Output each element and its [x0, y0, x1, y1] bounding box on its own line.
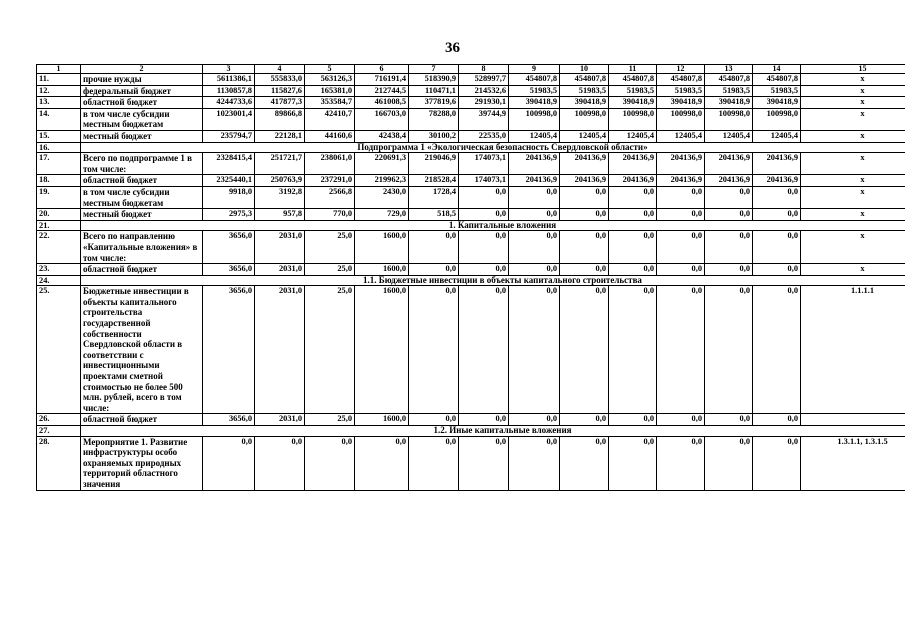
value-cell: 0,0: [560, 186, 609, 208]
value-cell: 0,0: [705, 231, 753, 264]
table-row: [37, 175, 905, 187]
row-number: 23.: [37, 264, 81, 276]
section-row: [37, 275, 905, 286]
value-cell: 390418,9: [705, 97, 753, 109]
row-number: 20.: [37, 209, 81, 221]
target-cell: х: [801, 130, 905, 142]
value-cell: 0,0: [753, 286, 801, 414]
value-cell: 555833,0: [255, 74, 305, 86]
value-cell: 454807,8: [705, 74, 753, 86]
value-cell: 0,0: [657, 231, 705, 264]
value-cell: 0,0: [609, 264, 657, 276]
value-cell: 0,0: [753, 264, 801, 276]
section-row: [37, 220, 905, 231]
value-cell: 25,0: [305, 286, 355, 414]
table-row: [37, 108, 905, 130]
value-cell: 2430,0: [355, 186, 409, 208]
value-cell: 0,0: [609, 286, 657, 414]
value-cell: 2031,0: [255, 231, 305, 264]
value-cell: 174073,1: [459, 175, 509, 187]
value-cell: 1023001,4: [203, 108, 255, 130]
value-cell: 0,0: [753, 231, 801, 264]
value-cell: 0,0: [409, 436, 459, 490]
value-cell: 0,0: [705, 414, 753, 426]
value-cell: 110471,1: [409, 85, 459, 97]
column-number: 6: [355, 65, 409, 74]
row-name: местный бюджет: [81, 209, 203, 221]
value-cell: 1130857,8: [203, 85, 255, 97]
table-row: [37, 85, 905, 97]
value-cell: 51983,5: [609, 85, 657, 97]
value-cell: 219962,3: [355, 175, 409, 187]
table-row: [37, 153, 905, 175]
value-cell: 12405,4: [753, 130, 801, 142]
value-cell: 2566,8: [305, 186, 355, 208]
value-cell: 0,0: [705, 286, 753, 414]
row-number: 26.: [37, 414, 81, 426]
value-cell: 0,0: [459, 414, 509, 426]
value-cell: 100998,0: [560, 108, 609, 130]
column-number: 13: [705, 65, 753, 74]
value-cell: 3656,0: [203, 414, 255, 426]
table-row: [37, 74, 905, 86]
row-number: 21.: [37, 220, 81, 231]
value-cell: 204136,9: [705, 153, 753, 175]
row-name: областной бюджет: [81, 97, 203, 109]
value-cell: 0,0: [705, 436, 753, 490]
value-cell: 0,0: [255, 436, 305, 490]
value-cell: 1600,0: [355, 231, 409, 264]
target-cell: х: [801, 186, 905, 208]
value-cell: 417877,3: [255, 97, 305, 109]
value-cell: 3656,0: [203, 264, 255, 276]
value-cell: 115827,6: [255, 85, 305, 97]
value-cell: 89866,8: [255, 108, 305, 130]
row-name: Бюджетные инвестиции в объекты капитального строительства государственной собственности Свердловской области в соответствии с инвестиционными проектами сметной стоимостью не более 500 млн. рублей, всего в том числе:: [81, 286, 203, 414]
value-cell: 235794,7: [203, 130, 255, 142]
value-cell: 2975,3: [203, 209, 255, 221]
value-cell: 0,0: [355, 436, 409, 490]
column-number: 11: [609, 65, 657, 74]
value-cell: 1600,0: [355, 414, 409, 426]
value-cell: 12405,4: [609, 130, 657, 142]
column-number: 1: [37, 65, 81, 74]
value-cell: 0,0: [657, 209, 705, 221]
value-cell: 0,0: [560, 209, 609, 221]
value-cell: 204136,9: [657, 175, 705, 187]
table-row: [37, 264, 905, 276]
value-cell: 212744,5: [355, 85, 409, 97]
row-name: местный бюджет: [81, 130, 203, 142]
target-cell: х: [801, 97, 905, 109]
value-cell: 454807,8: [609, 74, 657, 86]
value-cell: 454807,8: [657, 74, 705, 86]
value-cell: 563126,3: [305, 74, 355, 86]
target-cell: [801, 414, 905, 426]
value-cell: 0,0: [509, 414, 560, 426]
column-number: 12: [657, 65, 705, 74]
value-cell: 353584,7: [305, 97, 355, 109]
row-name: Всего по подпрограмме 1 в том числе:: [81, 153, 203, 175]
value-cell: 51983,5: [509, 85, 560, 97]
value-cell: 0,0: [203, 436, 255, 490]
value-cell: 390418,9: [609, 97, 657, 109]
value-cell: 25,0: [305, 414, 355, 426]
target-cell: х: [801, 85, 905, 97]
value-cell: 44160,6: [305, 130, 355, 142]
value-cell: 0,0: [409, 264, 459, 276]
row-number: 14.: [37, 108, 81, 130]
target-cell: 1.1.1.1: [801, 286, 905, 414]
column-number: 5: [305, 65, 355, 74]
value-cell: 729,0: [355, 209, 409, 221]
value-cell: 2328415,4: [203, 153, 255, 175]
row-name: Всего по направлению «Капитальные вложения» в том числе:: [81, 231, 203, 264]
value-cell: 0,0: [409, 286, 459, 414]
value-cell: 390418,9: [560, 97, 609, 109]
value-cell: 0,0: [409, 231, 459, 264]
target-cell: х: [801, 264, 905, 276]
row-name: федеральный бюджет: [81, 85, 203, 97]
value-cell: 204136,9: [609, 175, 657, 187]
table-row: [37, 414, 905, 426]
value-cell: 377819,6: [409, 97, 459, 109]
row-name: Мероприятие 1. Развитие инфраструктуры особо охраняемых природных территорий областного значения: [81, 436, 203, 490]
value-cell: 0,0: [753, 186, 801, 208]
value-cell: 100998,0: [705, 108, 753, 130]
value-cell: 218528,4: [409, 175, 459, 187]
value-cell: 0,0: [560, 414, 609, 426]
row-name: прочие нужды: [81, 74, 203, 86]
column-number: 8: [459, 65, 509, 74]
value-cell: 0,0: [753, 209, 801, 221]
value-cell: 0,0: [459, 436, 509, 490]
value-cell: 518,5: [409, 209, 459, 221]
target-cell: х: [801, 153, 905, 175]
value-cell: 0,0: [609, 186, 657, 208]
value-cell: 0,0: [560, 286, 609, 414]
value-cell: 12405,4: [657, 130, 705, 142]
value-cell: 0,0: [657, 436, 705, 490]
row-number: 19.: [37, 186, 81, 208]
value-cell: 0,0: [459, 264, 509, 276]
value-cell: 0,0: [657, 264, 705, 276]
value-cell: 220691,3: [355, 153, 409, 175]
value-cell: 42410,7: [305, 108, 355, 130]
value-cell: 1600,0: [355, 286, 409, 414]
target-cell: х: [801, 231, 905, 264]
value-cell: 390418,9: [657, 97, 705, 109]
row-number: 13.: [37, 97, 81, 109]
value-cell: 51983,5: [560, 85, 609, 97]
section-title: 1.1. Бюджетные инвестиции в объекты капитального строительства: [81, 275, 905, 286]
value-cell: 0,0: [560, 231, 609, 264]
row-number: 18.: [37, 175, 81, 187]
value-cell: 204136,9: [657, 153, 705, 175]
column-number: 2: [81, 65, 203, 74]
row-number: 27.: [37, 426, 81, 437]
value-cell: 204136,9: [705, 175, 753, 187]
value-cell: 0,0: [609, 231, 657, 264]
target-cell: 1.3.1.1, 1.3.1.5: [801, 436, 905, 490]
value-cell: 204136,9: [753, 175, 801, 187]
target-cell: х: [801, 108, 905, 130]
value-cell: 0,0: [459, 286, 509, 414]
column-number: 9: [509, 65, 560, 74]
value-cell: 3656,0: [203, 286, 255, 414]
value-cell: 0,0: [657, 186, 705, 208]
value-cell: 42438,4: [355, 130, 409, 142]
column-number: 4: [255, 65, 305, 74]
value-cell: 0,0: [657, 414, 705, 426]
value-cell: 100998,0: [609, 108, 657, 130]
value-cell: 251721,7: [255, 153, 305, 175]
value-cell: 214532,6: [459, 85, 509, 97]
value-cell: 3192,8: [255, 186, 305, 208]
value-cell: 39744,9: [459, 108, 509, 130]
value-cell: 0,0: [509, 209, 560, 221]
value-cell: 0,0: [609, 209, 657, 221]
value-cell: 204136,9: [560, 175, 609, 187]
row-name: областной бюджет: [81, 414, 203, 426]
value-cell: 0,0: [409, 414, 459, 426]
value-cell: 518390,9: [409, 74, 459, 86]
value-cell: 0,0: [753, 414, 801, 426]
value-cell: 0,0: [509, 231, 560, 264]
value-cell: 12405,4: [705, 130, 753, 142]
value-cell: 957,8: [255, 209, 305, 221]
column-number: 3: [203, 65, 255, 74]
value-cell: 0,0: [560, 264, 609, 276]
value-cell: 454807,8: [509, 74, 560, 86]
value-cell: 51983,5: [705, 85, 753, 97]
value-cell: 22535,0: [459, 130, 509, 142]
value-cell: 0,0: [657, 286, 705, 414]
value-cell: 4244733,6: [203, 97, 255, 109]
column-number-row: [37, 65, 905, 74]
value-cell: 461008,5: [355, 97, 409, 109]
page-number: 36: [445, 40, 460, 56]
value-cell: 51983,5: [657, 85, 705, 97]
value-cell: 174073,1: [459, 153, 509, 175]
section-title: 1.2. Иные капитальные вложения: [81, 426, 905, 437]
row-name: областной бюджет: [81, 175, 203, 187]
table-row: [37, 231, 905, 264]
value-cell: 204136,9: [509, 153, 560, 175]
value-cell: 12405,4: [560, 130, 609, 142]
value-cell: 2031,0: [255, 286, 305, 414]
section-row: [37, 426, 905, 437]
value-cell: 2031,0: [255, 264, 305, 276]
value-cell: 0,0: [609, 436, 657, 490]
section-row: [37, 142, 905, 153]
value-cell: 390418,9: [509, 97, 560, 109]
section-title: 1. Капитальные вложения: [81, 220, 905, 231]
row-number: 25.: [37, 286, 81, 414]
value-cell: 165381,0: [305, 85, 355, 97]
value-cell: 0,0: [753, 436, 801, 490]
table-row: [37, 436, 905, 490]
value-cell: 100998,0: [509, 108, 560, 130]
row-name: в том числе субсидии местным бюджетам: [81, 108, 203, 130]
value-cell: 390418,9: [753, 97, 801, 109]
column-number: 15: [801, 65, 905, 74]
value-cell: 0,0: [509, 286, 560, 414]
value-cell: 0,0: [609, 414, 657, 426]
value-cell: 25,0: [305, 264, 355, 276]
table-row: [37, 97, 905, 109]
value-cell: 528997,7: [459, 74, 509, 86]
value-cell: 0,0: [705, 186, 753, 208]
value-cell: 3656,0: [203, 231, 255, 264]
value-cell: 100998,0: [753, 108, 801, 130]
value-cell: 0,0: [459, 209, 509, 221]
value-cell: 51983,5: [753, 85, 801, 97]
value-cell: 2031,0: [255, 414, 305, 426]
target-cell: х: [801, 74, 905, 86]
value-cell: 0,0: [560, 436, 609, 490]
value-cell: 22128,1: [255, 130, 305, 142]
value-cell: 204136,9: [609, 153, 657, 175]
value-cell: 2325440,1: [203, 175, 255, 187]
value-cell: 454807,8: [560, 74, 609, 86]
value-cell: 291930,1: [459, 97, 509, 109]
value-cell: 0,0: [705, 264, 753, 276]
value-cell: 204136,9: [560, 153, 609, 175]
row-number: 15.: [37, 130, 81, 142]
row-number: 16.: [37, 142, 81, 153]
value-cell: 237291,0: [305, 175, 355, 187]
column-number: 14: [753, 65, 801, 74]
section-title: Подпрограмма 1 «Экологическая безопасность Свердловской области»: [81, 142, 905, 153]
table-row: [37, 209, 905, 221]
value-cell: 100998,0: [657, 108, 705, 130]
value-cell: 0,0: [305, 436, 355, 490]
value-cell: 0,0: [509, 264, 560, 276]
row-number: 12.: [37, 85, 81, 97]
row-name: областной бюджет: [81, 264, 203, 276]
value-cell: 5611386,1: [203, 74, 255, 86]
column-number: 10: [560, 65, 609, 74]
value-cell: 0,0: [509, 186, 560, 208]
value-cell: 9918,0: [203, 186, 255, 208]
row-number: 22.: [37, 231, 81, 264]
value-cell: 0,0: [705, 209, 753, 221]
table-row: [37, 286, 905, 414]
value-cell: 30100,2: [409, 130, 459, 142]
row-number: 11.: [37, 74, 81, 86]
column-number: 7: [409, 65, 459, 74]
budget-table: [36, 64, 905, 491]
value-cell: 25,0: [305, 231, 355, 264]
value-cell: 166703,0: [355, 108, 409, 130]
value-cell: 238061,0: [305, 153, 355, 175]
value-cell: 204136,9: [753, 153, 801, 175]
value-cell: 716191,4: [355, 74, 409, 86]
table-row: [37, 130, 905, 142]
value-cell: 1600,0: [355, 264, 409, 276]
target-cell: х: [801, 175, 905, 187]
value-cell: 454807,8: [753, 74, 801, 86]
value-cell: 12405,4: [509, 130, 560, 142]
row-name: в том числе субсидии местным бюджетам: [81, 186, 203, 208]
value-cell: 250763,9: [255, 175, 305, 187]
value-cell: 0,0: [459, 231, 509, 264]
row-number: 24.: [37, 275, 81, 286]
value-cell: 78288,0: [409, 108, 459, 130]
value-cell: 219046,9: [409, 153, 459, 175]
value-cell: 204136,9: [509, 175, 560, 187]
value-cell: 1728,4: [409, 186, 459, 208]
table-row: [37, 186, 905, 208]
row-number: 17.: [37, 153, 81, 175]
value-cell: 0,0: [509, 436, 560, 490]
value-cell: 0,0: [459, 186, 509, 208]
row-number: 28.: [37, 436, 81, 490]
value-cell: 770,0: [305, 209, 355, 221]
target-cell: х: [801, 209, 905, 221]
